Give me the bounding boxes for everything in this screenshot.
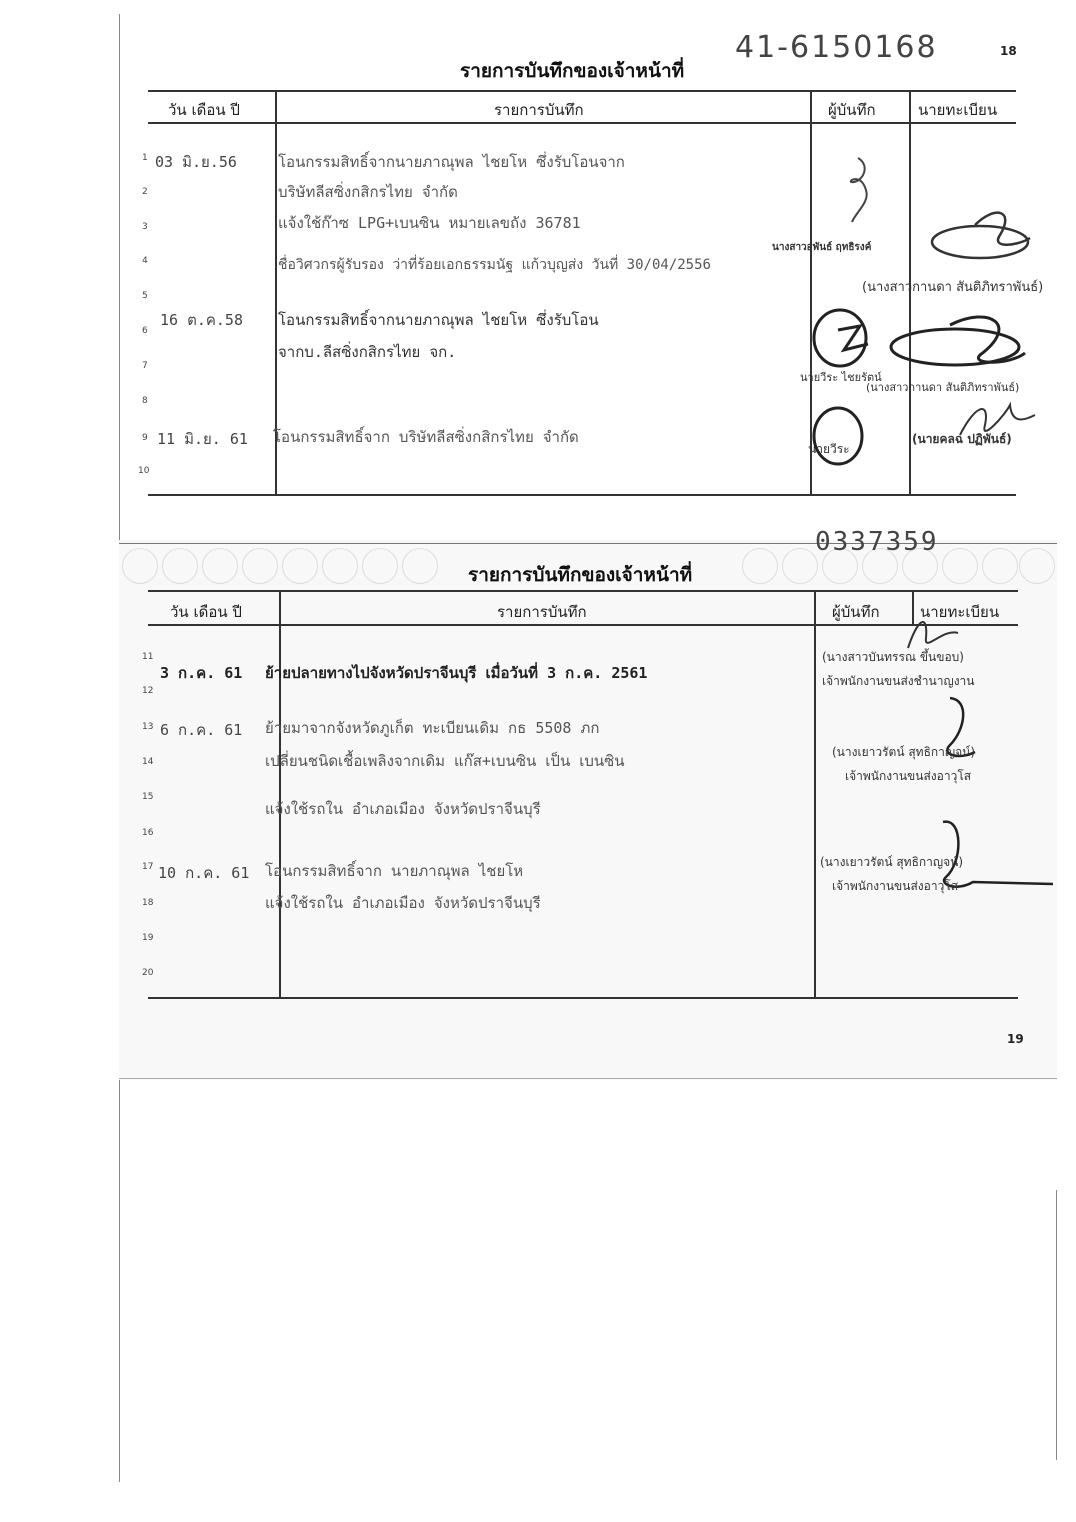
page-title: รายการบันทึกของเจ้าหน้าที่ bbox=[468, 564, 693, 586]
signature-name: นายวีระ bbox=[808, 442, 850, 456]
line-number: 6 bbox=[142, 326, 148, 336]
header-recorder: ผู้บันทึก bbox=[828, 101, 876, 119]
line-number: 15 bbox=[142, 792, 154, 802]
line-number: 18 bbox=[142, 898, 154, 908]
record-date: 11 มิ.ย. 61 bbox=[157, 430, 248, 448]
signature-name: (นางสาวกานดา สันติภิทราพันธ์) bbox=[866, 381, 1020, 394]
page-bottom-edge bbox=[119, 1078, 1057, 1079]
signature-title: เจ้าพนักงานขนส่งชำนาญงาน bbox=[822, 674, 975, 688]
line-number: 5 bbox=[142, 291, 148, 301]
table-header-border bbox=[148, 122, 1016, 124]
line-number: 14 bbox=[142, 757, 154, 767]
line-number: 13 bbox=[142, 722, 154, 732]
signature-name: นายวีระ ไชยรัตน์ bbox=[800, 371, 882, 384]
record-date: 6 ก.ค. 61 bbox=[160, 721, 243, 739]
signature-name: (นายคลฉ ปฏิพันธ์) bbox=[912, 432, 1012, 446]
page-title: รายการบันทึกของเจ้าหน้าที่ bbox=[460, 60, 685, 82]
signature-scribble bbox=[880, 305, 1030, 385]
header-date: วัน เดือน ปี bbox=[168, 101, 240, 119]
signature-name: (นางเยาวรัตน์ สุทธิกาญจน์) bbox=[832, 745, 976, 759]
table-col-divider bbox=[279, 590, 281, 999]
record-line: เปลี่ยนชนิดเชื้อเพลิงจากเดิม แก๊ส+เบนซิน เป็น เบนซิน bbox=[265, 752, 625, 770]
record-line: ย้ายมาจากจังหวัดภูเก็ต ทะเบียนเดิม กธ 5508 ภก bbox=[265, 719, 600, 737]
line-number: 2 bbox=[142, 187, 148, 197]
signature-scribble bbox=[920, 200, 1040, 270]
record-date: 10 ก.ค. 61 bbox=[158, 864, 250, 882]
line-number: 8 bbox=[142, 396, 148, 406]
table-bottom-border bbox=[148, 494, 1016, 496]
line-number: 20 bbox=[142, 968, 154, 978]
record-date: 16 ต.ค.58 bbox=[160, 311, 243, 329]
header-record: รายการบันทึก bbox=[497, 603, 587, 621]
signature-scribble bbox=[808, 400, 888, 470]
line-number: 3 bbox=[142, 222, 148, 232]
handwritten-number: 41-6150168 bbox=[735, 30, 938, 65]
line-number: 17 bbox=[142, 862, 154, 872]
record-date: 03 มิ.ย.56 bbox=[155, 153, 237, 171]
header-recorder: ผู้บันทึก bbox=[832, 603, 880, 621]
record-line: จากบ.ลีสซิ่งกสิกรไทย จก. bbox=[278, 343, 457, 361]
signature-name: (นางสาวบันทรรณ ขึ้นขอบ) bbox=[822, 650, 964, 664]
table-col-divider bbox=[814, 590, 816, 999]
header-record: รายการบันทึก bbox=[494, 101, 584, 119]
record-line: โอนกรรมสิทธิ์จากนายภาณุพล ไชยโห ซึ่งรับโอน bbox=[278, 311, 599, 329]
line-number: 12 bbox=[142, 686, 154, 696]
line-number: 4 bbox=[142, 256, 148, 266]
line-number: 7 bbox=[142, 361, 148, 371]
record-line: โอนกรรมสิทธิ์จาก นายภาณุพล ไชยโห bbox=[265, 862, 524, 880]
signature-title: เจ้าพนักงานขนส่งอาวุโส bbox=[845, 769, 972, 783]
line-number: 9 bbox=[142, 433, 148, 443]
header-registrar: นายทะเบียน bbox=[920, 603, 1000, 621]
header-registrar: นายทะเบียน bbox=[918, 101, 998, 119]
signature-name: (นางสาวกานดา สันติภิทราพันธ์) bbox=[862, 280, 1044, 295]
signature-title: เจ้าพนักงานขนส่งอาวุโส bbox=[832, 879, 959, 893]
signature-name: นางสาวอุพันธ์ ฤทธิรงค์ bbox=[772, 242, 872, 253]
record-line: ย้ายปลายทางไปจังหวัดปราจีนบุรี เมื่อวันที่ 3 ก.ค. 2561 bbox=[265, 664, 648, 682]
page-edge-line-right bbox=[1056, 1190, 1057, 1460]
signature-name: (นางเยาวรัตน์ สุทธิกาญจน์) bbox=[820, 855, 964, 869]
record-date: 3 ก.ค. 61 bbox=[160, 664, 243, 682]
record-line: โอนกรรมสิทธิ์จากนายภาณุพล ไชยโห ซึ่งรับโอนจาก bbox=[278, 153, 625, 171]
line-number: 11 bbox=[142, 652, 154, 662]
record-line: แจ้งใช้ก๊าซ LPG+เบนซิน หมายเลขถัง 36781 bbox=[278, 214, 581, 232]
record-line: โอนกรรมสิทธิ์จาก บริษัทลีสซิ่งกสิกรไทย จำกัด bbox=[273, 428, 579, 446]
line-number: 10 bbox=[138, 466, 150, 476]
record-line: แจ้งใช้รถใน อำเภอเมือง จังหวัดปราจีนบุรี bbox=[265, 894, 541, 912]
header-date: วัน เดือน ปี bbox=[170, 603, 242, 621]
table-top-border bbox=[148, 90, 1016, 92]
page-number: 18 bbox=[1000, 44, 1017, 58]
line-number: 16 bbox=[142, 828, 154, 838]
line-number: 1 bbox=[142, 153, 148, 163]
line-number: 19 bbox=[142, 933, 154, 943]
signature-scribble bbox=[830, 150, 890, 230]
record-line: บริษัทลีสซิ่งกสิกรไทย จำกัด bbox=[278, 183, 458, 201]
record-line: ชื่อวิศวกรผู้รับรอง ว่าที่ร้อยเอกธรรมนัฐ แก้วบุญส่ง วันที่ 30/04/2556 bbox=[278, 257, 711, 273]
form-number: 0337359 bbox=[815, 527, 939, 557]
record-line: แจ้งใช้รถใน อำเภอเมือง จังหวัดปราจีนบุรี bbox=[265, 800, 541, 818]
page-number: 19 bbox=[1007, 1032, 1024, 1046]
